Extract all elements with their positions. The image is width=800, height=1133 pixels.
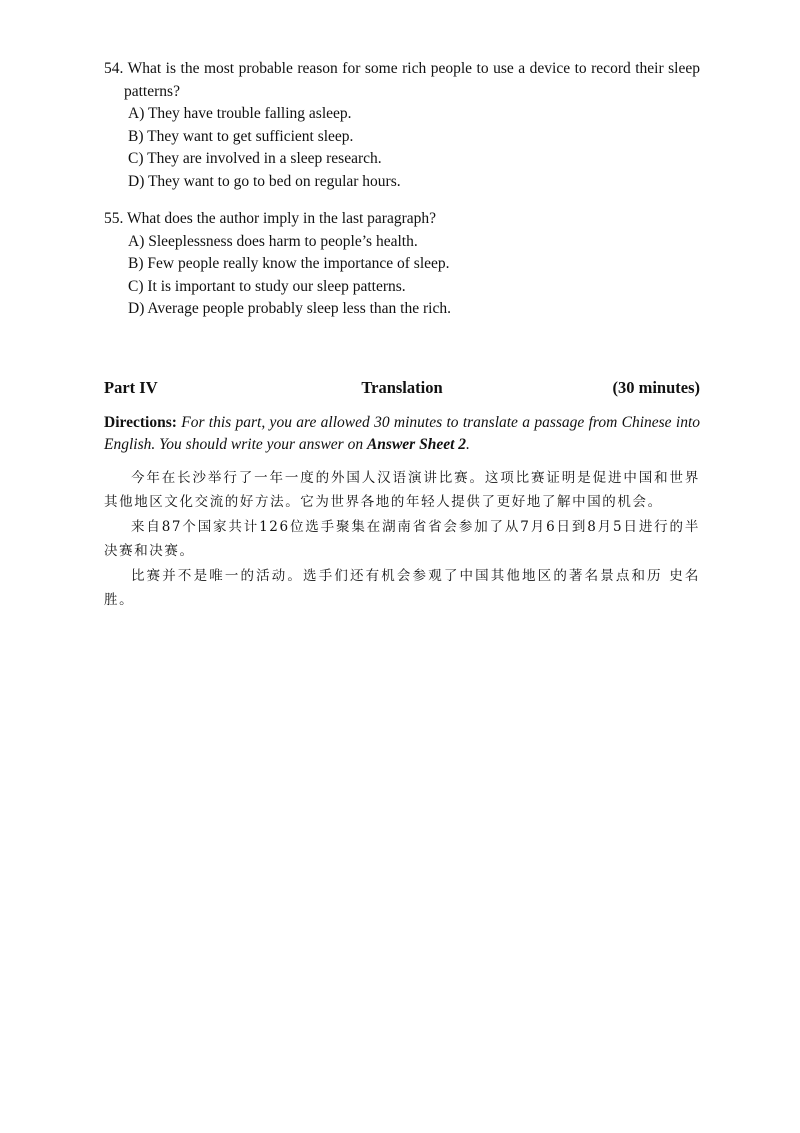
passage-paragraph-2: 来自87个国家共计126位选手聚集在湖南省省会参加了从7月6日到8月5日进行的半决赛和决赛。: [104, 518, 700, 559]
option-a: A) They have trouble falling asleep.: [128, 105, 352, 122]
question-text: What is the most probable reason for some rich people to use a device to record their sleep patterns?: [124, 60, 700, 100]
directions-text: For this part, you are allowed 30 minutes to translate a passage from Chinese into English. You should write your answer on: [104, 413, 700, 453]
option-d: D) Average people probably sleep less than the rich.: [128, 300, 451, 317]
question-number: 55.: [104, 210, 124, 227]
question-stem: [104, 208, 700, 231]
question-54: [104, 58, 700, 193]
directions-label: Directions:: [104, 413, 177, 431]
option-c: C) They are involved in a sleep research.: [128, 150, 382, 167]
option-b: B) Few people really know the importance of sleep.: [128, 255, 450, 272]
option-list: [104, 231, 700, 321]
option-a: A) Sleeplessness does harm to people’s health.: [128, 232, 418, 250]
exam-page: [104, 58, 700, 613]
part-title: Translation: [361, 377, 443, 397]
option-list: [104, 103, 700, 193]
option-b: B) They want to get sufficient sleep.: [128, 127, 354, 145]
part-header: [104, 377, 700, 399]
question-text: What does the author imply in the last paragraph?: [126, 210, 437, 227]
answer-sheet-ref: Answer Sheet 2: [366, 436, 467, 453]
option-c: C) It is important to study our sleep patterns.: [128, 277, 406, 295]
option-d: D) They want to go to bed on regular hours.: [128, 172, 401, 190]
directions-end: .: [466, 436, 470, 453]
part-time: (30 minutes): [612, 377, 700, 397]
question-55: [104, 208, 700, 321]
passage-paragraph-1: 今年在长沙举行了一年一度的外国人汉语演讲比赛。这项比赛证明是促进中国和世界其他地区文化交流的好方法。它为世界各地的年轻人提供了更好地了解中国的机会。: [104, 469, 700, 510]
translation-passage: [104, 466, 700, 613]
question-number: 54.: [104, 60, 124, 77]
part-label: Part IV: [104, 377, 158, 397]
passage-paragraph-3: 比赛并不是唯一的活动。选手们还有机会参观了中国其他地区的著名景点和历 史名胜。: [104, 567, 700, 608]
directions: [104, 412, 700, 457]
question-stem: [104, 58, 700, 103]
